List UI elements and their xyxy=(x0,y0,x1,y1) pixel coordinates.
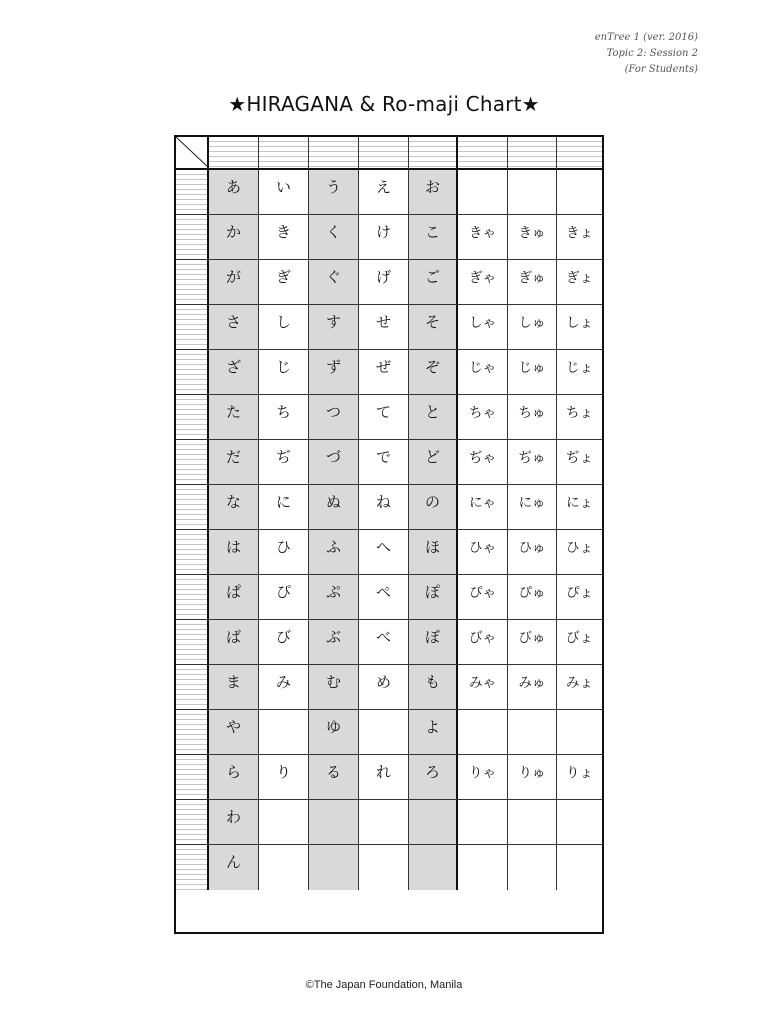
kana-cell: わ xyxy=(209,800,259,845)
kana-cell: す xyxy=(309,305,359,350)
combo-kana-cell: ぢょ xyxy=(557,440,602,485)
kana-cell xyxy=(259,845,309,890)
combo-kana-cell: きょ xyxy=(557,215,602,260)
combo-kana-cell: みゅ xyxy=(508,665,557,710)
combo-kana-cell: ぢゅ xyxy=(508,440,557,485)
kana-cell xyxy=(259,710,309,755)
header-romaji-cell xyxy=(309,137,359,170)
combo-kana-cell: りゅ xyxy=(508,755,557,800)
kana-cell xyxy=(409,800,458,845)
kana-cell: ぽ xyxy=(409,575,458,620)
combo-kana-cell: ひゅ xyxy=(508,530,557,575)
combo-kana-cell: にょ xyxy=(557,485,602,530)
kana-cell: に xyxy=(259,485,309,530)
row-romaji-cell xyxy=(176,260,209,305)
kana-cell: ば xyxy=(209,620,259,665)
kana-cell: よ xyxy=(409,710,458,755)
row-romaji-cell xyxy=(176,485,209,530)
row-romaji-cell xyxy=(176,170,209,215)
row-romaji-cell xyxy=(176,350,209,395)
kana-cell: げ xyxy=(359,260,409,305)
kana-cell: で xyxy=(359,440,409,485)
kana-cell: れ xyxy=(359,755,409,800)
combo-kana-cell: にゅ xyxy=(508,485,557,530)
kana-cell: ご xyxy=(409,260,458,305)
combo-kana-cell: びゅ xyxy=(508,620,557,665)
kana-cell: あ xyxy=(209,170,259,215)
kana-cell: ず xyxy=(309,350,359,395)
combo-kana-cell xyxy=(458,800,508,845)
combo-kana-cell: ぎゅ xyxy=(508,260,557,305)
kana-cell: き xyxy=(259,215,309,260)
kana-cell: ぺ xyxy=(359,575,409,620)
kana-cell: り xyxy=(259,755,309,800)
combo-kana-cell: びょ xyxy=(557,620,602,665)
kana-cell xyxy=(409,845,458,890)
header-romaji-cell xyxy=(458,137,508,170)
row-romaji-cell xyxy=(176,575,209,620)
combo-kana-cell: しょ xyxy=(557,305,602,350)
combo-kana-cell xyxy=(508,845,557,890)
kana-cell: く xyxy=(309,215,359,260)
header-romaji-cell xyxy=(259,137,309,170)
combo-kana-cell: ぢゃ xyxy=(458,440,508,485)
kana-cell: ぞ xyxy=(409,350,458,395)
row-romaji-cell xyxy=(176,710,209,755)
kana-cell: ら xyxy=(209,755,259,800)
combo-kana-cell xyxy=(557,170,602,215)
combo-kana-cell: りゃ xyxy=(458,755,508,800)
combo-kana-cell: にゃ xyxy=(458,485,508,530)
row-romaji-cell xyxy=(176,845,209,890)
kana-cell: け xyxy=(359,215,409,260)
combo-kana-cell: ぴゃ xyxy=(458,575,508,620)
combo-kana-cell xyxy=(557,845,602,890)
kana-cell: お xyxy=(409,170,458,215)
document-meta xyxy=(595,30,698,78)
kana-cell: ぐ xyxy=(309,260,359,305)
kana-cell: そ xyxy=(409,305,458,350)
kana-cell: と xyxy=(409,395,458,440)
combo-kana-cell xyxy=(458,170,508,215)
header-corner-cell xyxy=(176,137,209,170)
kana-cell: て xyxy=(359,395,409,440)
kana-cell: な xyxy=(209,485,259,530)
kana-cell: う xyxy=(309,170,359,215)
kana-cell xyxy=(359,845,409,890)
kana-cell: の xyxy=(409,485,458,530)
session-label: Topic 2: Session 2 xyxy=(606,48,698,59)
kana-cell: こ xyxy=(409,215,458,260)
kana-cell: ま xyxy=(209,665,259,710)
kana-cell: ぶ xyxy=(309,620,359,665)
kana-cell xyxy=(359,800,409,845)
header-romaji-cell xyxy=(508,137,557,170)
combo-kana-cell xyxy=(508,800,557,845)
kana-cell: ぴ xyxy=(259,575,309,620)
kana-cell: ぢ xyxy=(259,440,309,485)
kana-cell: ひ xyxy=(259,530,309,575)
kana-cell: じ xyxy=(259,350,309,395)
combo-kana-cell: みゃ xyxy=(458,665,508,710)
header-romaji-cell xyxy=(359,137,409,170)
row-romaji-cell xyxy=(176,215,209,260)
kana-cell: ふ xyxy=(309,530,359,575)
combo-kana-cell: ちょ xyxy=(557,395,602,440)
combo-kana-cell: ぎゃ xyxy=(458,260,508,305)
header-romaji-cell xyxy=(409,137,458,170)
kana-cell: え xyxy=(359,170,409,215)
combo-kana-cell xyxy=(508,170,557,215)
combo-kana-cell: びゃ xyxy=(458,620,508,665)
kana-cell: め xyxy=(359,665,409,710)
kana-cell: び xyxy=(259,620,309,665)
combo-kana-cell: ぴゅ xyxy=(508,575,557,620)
kana-cell: み xyxy=(259,665,309,710)
kana-cell: ぼ xyxy=(409,620,458,665)
kana-cell: た xyxy=(209,395,259,440)
combo-kana-cell: ぎょ xyxy=(557,260,602,305)
row-romaji-cell xyxy=(176,305,209,350)
kana-cell: ぷ xyxy=(309,575,359,620)
kana-cell: は xyxy=(209,530,259,575)
kana-cell: ね xyxy=(359,485,409,530)
kana-cell xyxy=(309,845,359,890)
row-romaji-cell xyxy=(176,755,209,800)
kana-cell: ど xyxy=(409,440,458,485)
kana-cell: ほ xyxy=(409,530,458,575)
kana-cell: ざ xyxy=(209,350,259,395)
audience-label: (For Students) xyxy=(624,64,698,75)
combo-kana-cell: じょ xyxy=(557,350,602,395)
kana-cell: し xyxy=(259,305,309,350)
combo-kana-cell: きゅ xyxy=(508,215,557,260)
combo-kana-cell xyxy=(458,710,508,755)
corner-diagonal-icon xyxy=(176,137,209,168)
kana-cell: も xyxy=(409,665,458,710)
kana-cell: へ xyxy=(359,530,409,575)
kana-cell: や xyxy=(209,710,259,755)
row-romaji-cell xyxy=(176,395,209,440)
combo-kana-cell: しゃ xyxy=(458,305,508,350)
version-label: enTree 1 (ver. 2016) xyxy=(594,32,698,43)
row-romaji-cell xyxy=(176,440,209,485)
kana-cell: む xyxy=(309,665,359,710)
kana-cell: ち xyxy=(259,395,309,440)
kana-cell: づ xyxy=(309,440,359,485)
kana-cell: べ xyxy=(359,620,409,665)
row-romaji-cell xyxy=(176,620,209,665)
row-romaji-cell xyxy=(176,800,209,845)
kana-cell xyxy=(309,800,359,845)
combo-kana-cell: ひゃ xyxy=(458,530,508,575)
kana-cell: つ xyxy=(309,395,359,440)
row-romaji-cell xyxy=(176,530,209,575)
combo-kana-cell: ちゃ xyxy=(458,395,508,440)
kana-cell: ろ xyxy=(409,755,458,800)
kana-cell: ぱ xyxy=(209,575,259,620)
kana-cell: か xyxy=(209,215,259,260)
kana-cell: い xyxy=(259,170,309,215)
hiragana-chart xyxy=(174,135,604,934)
combo-kana-cell: じゅ xyxy=(508,350,557,395)
kana-cell: る xyxy=(309,755,359,800)
kana-cell: ぎ xyxy=(259,260,309,305)
kana-cell xyxy=(259,800,309,845)
combo-kana-cell xyxy=(508,710,557,755)
combo-kana-cell: きゃ xyxy=(458,215,508,260)
kana-cell: だ xyxy=(209,440,259,485)
kana-cell: が xyxy=(209,260,259,305)
header-romaji-cell xyxy=(209,137,259,170)
combo-kana-cell xyxy=(557,710,602,755)
kana-cell: せ xyxy=(359,305,409,350)
combo-kana-cell: じゃ xyxy=(458,350,508,395)
row-romaji-cell xyxy=(176,665,209,710)
kana-cell xyxy=(359,710,409,755)
combo-kana-cell: ちゅ xyxy=(508,395,557,440)
kana-cell: ぜ xyxy=(359,350,409,395)
kana-cell: ん xyxy=(209,845,259,890)
kana-cell: さ xyxy=(209,305,259,350)
combo-kana-cell: ぴょ xyxy=(557,575,602,620)
copyright-footer: ©The Japan Foundation, Manila xyxy=(305,979,463,991)
combo-kana-cell: しゅ xyxy=(508,305,557,350)
combo-kana-cell: ひょ xyxy=(557,530,602,575)
combo-kana-cell xyxy=(557,800,602,845)
kana-cell: ぬ xyxy=(309,485,359,530)
combo-kana-cell xyxy=(458,845,508,890)
combo-kana-cell: みょ xyxy=(557,665,602,710)
combo-kana-cell: りょ xyxy=(557,755,602,800)
kana-cell: ゆ xyxy=(309,710,359,755)
header-romaji-cell xyxy=(557,137,602,170)
page-title: ★HIRAGANA & Ro-maji Chart★ xyxy=(228,92,540,116)
